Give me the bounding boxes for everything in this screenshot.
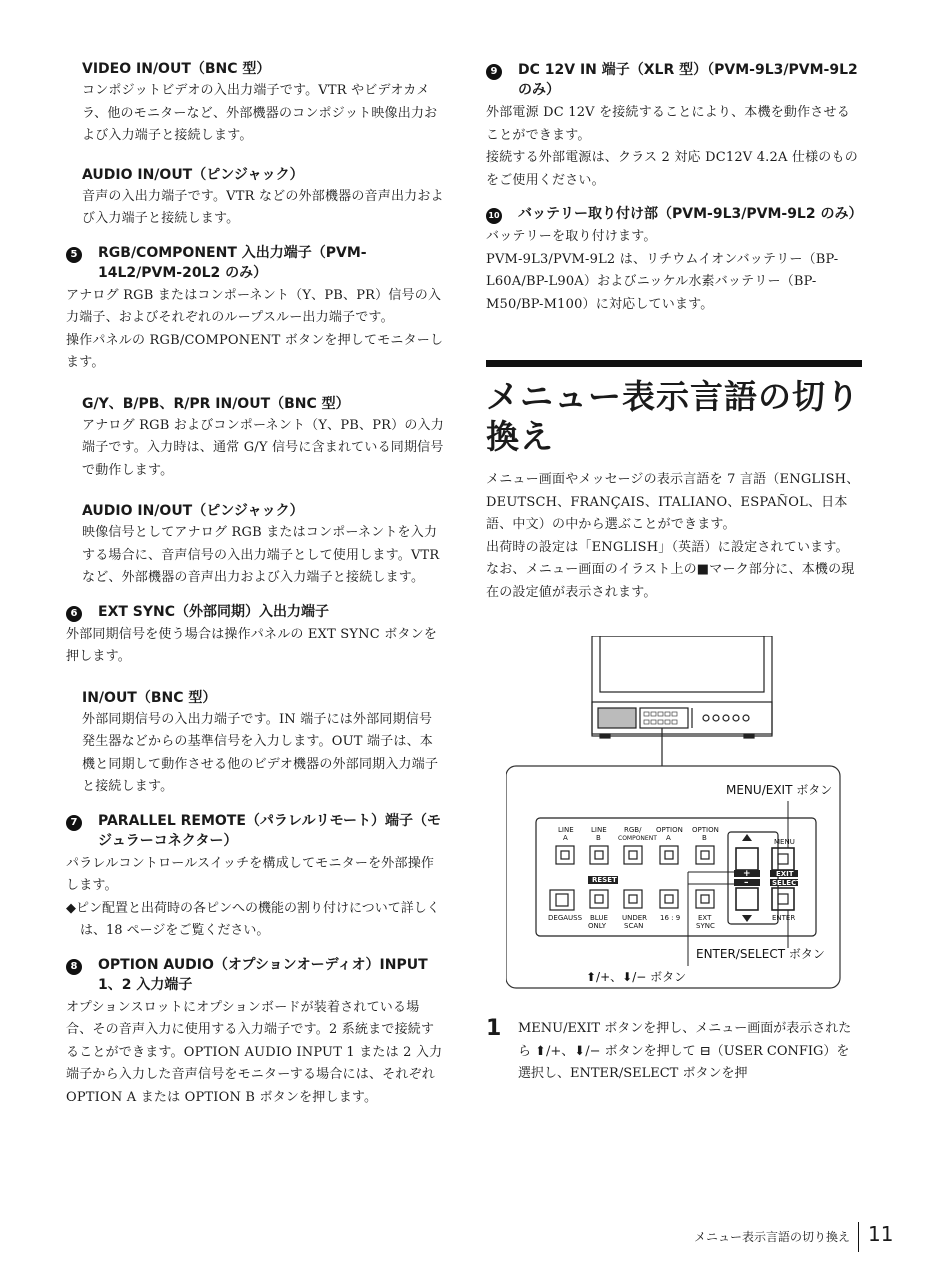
audio-inout-body: 音声の入出力端子です。VTR などの外部機器の音声出力および入力端子と接続します。 bbox=[82, 188, 444, 226]
section-6-heading bbox=[66, 602, 444, 622]
section-8-heading bbox=[66, 955, 444, 995]
menu-exit-label: MENU/EXIT ボタン bbox=[726, 783, 833, 797]
button-label-under: UNDER bbox=[622, 914, 648, 922]
number-badge: 9 bbox=[486, 64, 502, 80]
page-footer bbox=[600, 1222, 900, 1252]
svg-text:ONLY: ONLY bbox=[588, 922, 606, 930]
svg-text:–: – bbox=[744, 878, 749, 888]
section-5-body-2: 操作パネルの RGB/COMPONENT ボタンを押してモニターします。 bbox=[66, 332, 444, 370]
monitor-front bbox=[592, 636, 772, 766]
section-10-title: バッテリー取り付け部（PVM-9L3/PVM-9L2 のみ） bbox=[518, 206, 863, 222]
number-badge: 10 bbox=[486, 208, 502, 224]
number-badge: 6 bbox=[66, 606, 82, 622]
section-10-body-1: バッテリーを取り付けます。 bbox=[486, 229, 657, 244]
svg-text:+: + bbox=[743, 869, 751, 879]
section-8-title: OPTION AUDIO（オプションオーディオ）INPUT 1、2 入力端子 bbox=[98, 956, 428, 993]
section-9-title: DC 12V IN 端子（XLR 型）（PVM-9L3/PVM-9L2 のみ） bbox=[518, 62, 858, 98]
title-rule bbox=[486, 360, 862, 367]
button-label-rgb: RGB/ bbox=[624, 826, 642, 834]
section-7-heading bbox=[66, 811, 444, 851]
intro-3: なお、メニュー画面のイラスト上の■マーク部分に、本機の現在の設定値が表示されます。 bbox=[486, 562, 855, 600]
button-label-degauss: DEGAUSS bbox=[548, 914, 583, 922]
button-label-line-b: LINE bbox=[591, 826, 607, 834]
intro-1: メニュー画面やメッセージの表示言語を 7 言語（ENGLISH、DEUTSCH、FRANÇAIS、ITALIANO、ESPAÑOL、日本語、中文）の中から選ぶことができます。 bbox=[486, 472, 860, 532]
svg-text:SYNC: SYNC bbox=[696, 922, 715, 930]
footer-divider bbox=[858, 1222, 859, 1252]
section-7-body: パラレルコントロールスイッチを構成してモニターを外部操作します。 bbox=[66, 855, 435, 893]
video-inout-heading: VIDEO IN/OUT（BNC 型） bbox=[82, 61, 271, 77]
gy-inout-body: アナログ RGB およびコンポーネント（Y、PB、PR）の入力端子です。入力時は、通常 G/Y 信号に含まれている同期信号で動作します。 bbox=[82, 417, 444, 478]
section-8-body: オプションスロットにオプションボードが装着されている場合、その音声入力に使用する入力端子です。2 系統まで接続することができます。OPTION AUDIO INPUT 1 または 2 入力端子から入力した音声信号をモニターする場合には、それぞれ OPTION A または OPTION B ボタンを押します。 bbox=[66, 999, 443, 1105]
svg-text:SCAN: SCAN bbox=[624, 922, 644, 930]
section-10-body-2: PVM-9L3/PVM-9L2 は、リチウムイオンバッテリー（BP-L60A/BP-L90A）およびニッケル水素バッテリー（BP-M50/BP-M100）に対応しています。 bbox=[486, 251, 839, 312]
button-label-blue: BLUE bbox=[590, 914, 608, 922]
section-5-body-1: アナログ RGB またはコンポーネント（Y、PB、PR）信号の入力端子、およびそれぞれのループスルー出力端子です。 bbox=[66, 287, 442, 325]
svg-text:COMPONENT: COMPONENT bbox=[618, 835, 657, 842]
page-number: 11 bbox=[868, 1222, 894, 1246]
section-9-heading bbox=[486, 60, 862, 100]
section-6-body: 外部同期信号を使う場合は操作パネルの EXT SYNC ボタンを押します。 bbox=[66, 626, 438, 664]
page-title: メニュー表示言語の切り換え bbox=[486, 377, 860, 456]
updown-label: ⬆/+、⬇/− ボタン bbox=[586, 970, 687, 984]
number-badge: 8 bbox=[66, 959, 82, 975]
left-column bbox=[66, 60, 444, 1109]
section-9-body-2: 接続する外部電源は、クラス 2 対応 DC12V 4.2A 仕様のものをご使用ください。 bbox=[486, 150, 858, 188]
button-label-169: 16 : 9 bbox=[660, 914, 681, 922]
svg-text:A: A bbox=[563, 834, 568, 842]
section-6-title: EXT SYNC（外部同期）入出力端子 bbox=[98, 603, 329, 620]
menu-text: MENU bbox=[774, 838, 795, 846]
gy-inout-heading: G/Y、B/PB、R/PR IN/OUT（BNC 型） bbox=[82, 395, 350, 412]
section-5-title: RGB/COMPONENT 入出力端子（PVM-14L2/PVM-20L2 のみ） bbox=[98, 244, 367, 281]
section-9-body-1: 外部電源 DC 12V を接続することにより、本機を動作させることができます。 bbox=[486, 105, 850, 143]
number-badge: 5 bbox=[66, 247, 82, 263]
audio-inout-2-heading: AUDIO IN/OUT（ピンジャック） bbox=[82, 503, 304, 519]
section-10-heading bbox=[486, 204, 862, 224]
button-label-option-b: OPTION bbox=[692, 826, 719, 834]
reset-text: RESET bbox=[592, 876, 617, 884]
audio-inout-2-body: 映像信号としてアナログ RGB またはコンポーネントを入力する場合に、音声信号の入出力端子として使用します。VTR など、外部機器の音声出力および入力端子と接続します。 bbox=[82, 525, 440, 585]
button-label-line-a: LINE bbox=[558, 826, 574, 834]
right-column bbox=[486, 60, 862, 604]
svg-text:B: B bbox=[596, 834, 601, 842]
ext-sync-inout-body: 外部同期信号の入出力端子です。IN 端子には外部同期信号発生器などからの基準信号を入力します。OUT 端子は、本機と同期して動作させる他のビデオ機器の外部同期入力端子と接続します。 bbox=[82, 711, 439, 794]
section-7-title: PARALLEL REMOTE（パラレルリモート）端子（モジュラーコネクター） bbox=[98, 812, 442, 849]
intro-2: 出荷時の設定は「ENGLISH」（英語）に設定されています。 bbox=[486, 539, 849, 555]
audio-inout-heading: AUDIO IN/OUT（ピンジャック） bbox=[82, 166, 304, 183]
step-number: 1 bbox=[486, 1016, 502, 1041]
section-7-note: ◆ピン配置と出荷時の各ピンへの機能の割り付けについて詳しくは、18 ページをご覧ください。 bbox=[66, 900, 440, 938]
ext-sync-inout-heading: IN/OUT（BNC 型） bbox=[82, 689, 217, 706]
svg-text:A: A bbox=[666, 834, 671, 842]
control-panel-diagram bbox=[506, 636, 842, 992]
exit-text: EXIT bbox=[776, 870, 794, 878]
enter-select-label: ENTER/SELECT ボタン bbox=[696, 947, 825, 961]
button-label-option-a: OPTION bbox=[656, 826, 683, 834]
enter-text: ENTER bbox=[772, 914, 796, 922]
svg-text:B: B bbox=[702, 834, 707, 842]
video-inout-body: コンポジットビデオの入出力端子です。VTR やビデオカメラ、他のモニターなど、外部機器のコンポジット映像出力および入力端子と接続します。 bbox=[82, 83, 438, 143]
step-text: MENU/EXIT ボタンを押し、メニュー画面が表示されたら ⬆/+、⬇/− ボタンを押して ⊟（USER CONFIG）を選択し、ENTER/SELECT ボタンを押 bbox=[518, 1021, 852, 1081]
button-label-ext: EXT bbox=[698, 914, 712, 922]
step-1 bbox=[486, 1000, 862, 1086]
footer-section-title: メニュー表示言語の切り換え bbox=[693, 1230, 850, 1244]
number-badge: 7 bbox=[66, 815, 82, 831]
select-text: SELECT bbox=[772, 879, 801, 887]
panel-illustration bbox=[506, 636, 842, 992]
section-5-heading bbox=[66, 243, 444, 283]
